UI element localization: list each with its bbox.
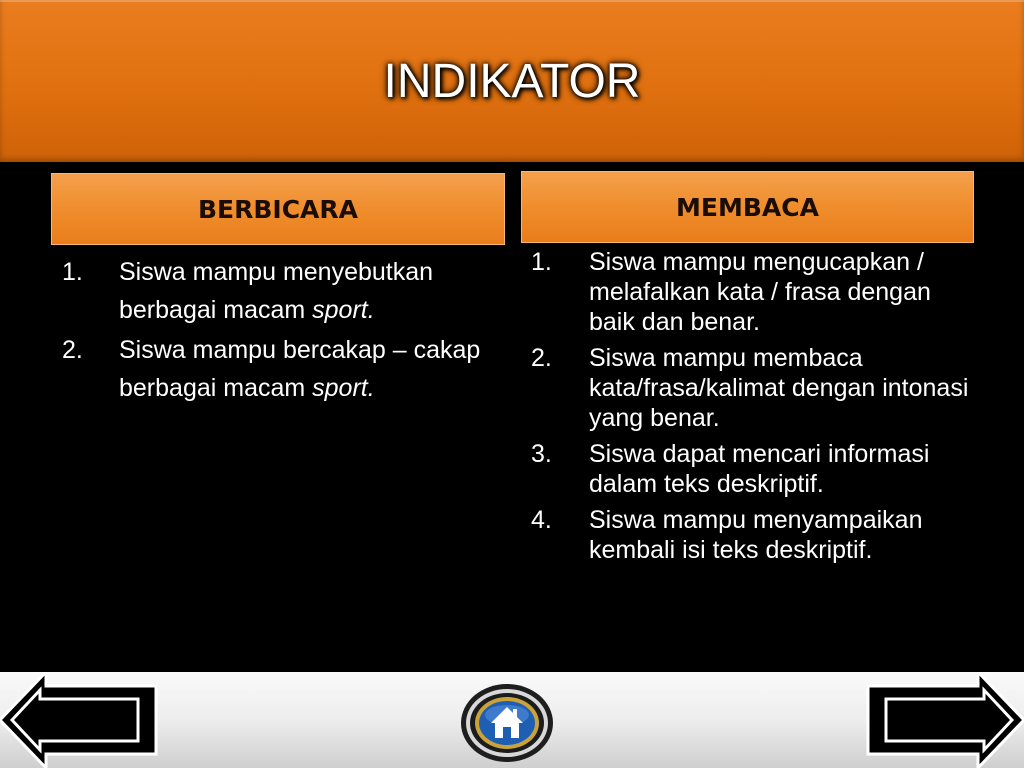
slide-title: INDIKATOR	[383, 55, 641, 108]
list-item: 4. Siswa mampu menyampaikan kembali isi teks deskriptif.	[531, 506, 923, 564]
column-header-berbicara: BERBICARA	[51, 173, 505, 245]
berbicara-list	[62, 253, 492, 409]
list-item: 1. Siswa mampu mengucapkan / melafalkan kata / frasa dengan baik dan benar.	[531, 248, 931, 336]
list-item: 1. Siswa mampu menyebutkan berbagai macam sport.	[62, 258, 434, 324]
column-header-membaca: MEMBACA	[521, 171, 974, 243]
navigation-bar	[0, 672, 1024, 768]
list-item: 2. Siswa mampu membaca kata/frasa/kalimat dengan intonasi yang benar.	[531, 344, 969, 432]
membaca-list	[531, 247, 971, 571]
list-item: 3. Siswa dapat mencari informasi dalam teks deskriptif.	[531, 440, 930, 498]
list-item: 2. Siswa mampu bercakap – cakap berbagai macam sport.	[62, 336, 481, 402]
home-button[interactable]	[459, 682, 555, 764]
arrow-right-icon[interactable]	[864, 672, 1024, 768]
arrow-left-icon[interactable]	[0, 672, 160, 768]
